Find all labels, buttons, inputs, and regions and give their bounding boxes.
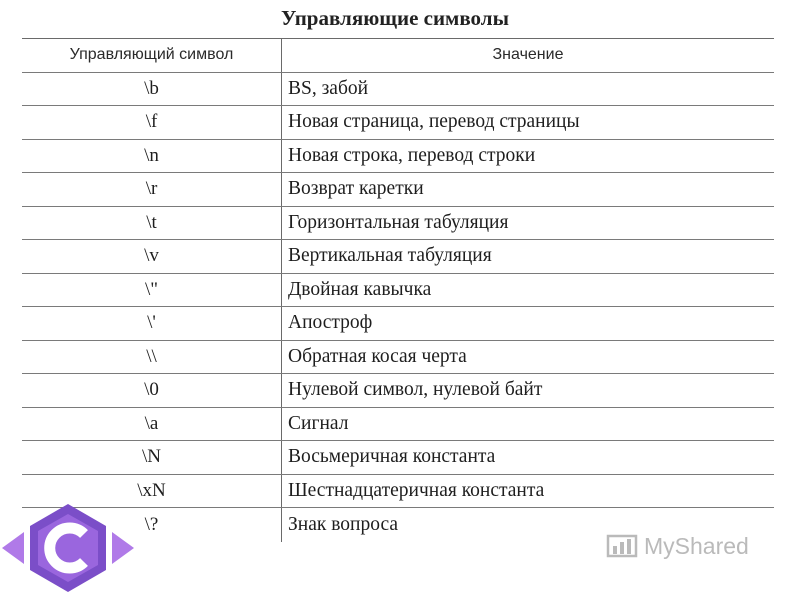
escape-sequence-cell: \f [22,106,282,139]
table-row [22,173,774,207]
escape-sequence-cell: \n [22,140,282,173]
meaning-cell: Вертикальная табуляция [288,245,492,267]
meaning-cell: Сигнал [288,412,349,434]
escape-sequence-table [22,38,774,542]
meaning-cell: Восьмеричная константа [288,446,496,468]
c-language-logo-icon [2,504,134,594]
chart-podium-icon [606,532,638,560]
meaning-cell: Апостроф [288,312,373,334]
meaning-cell: Шестнадцатеричная константа [288,479,545,501]
header-control-symbol: Управляющий символ [22,39,282,72]
escape-sequence-cell: \\ [22,341,282,374]
table-row [22,240,774,274]
table-row [22,140,774,174]
escape-sequence-cell: \r [22,173,282,206]
meaning-cell: Знак вопроса [288,513,399,535]
meaning-cell: Горизонтальная табуляция [288,211,509,233]
escape-sequence-cell: \" [22,274,282,307]
table-row [22,475,774,509]
table-row [22,441,774,475]
table-row [22,341,774,375]
escape-sequence-cell: \0 [22,374,282,407]
meaning-cell: Возврат каретки [288,178,424,200]
right-arrow-shape [112,532,134,564]
meaning-cell: BS, забой [288,77,369,99]
escape-sequence-cell: \t [22,207,282,240]
table-body [22,73,774,542]
left-arrow-shape [2,532,24,564]
myshared-watermark [606,532,749,560]
escape-sequence-cell: \' [22,307,282,340]
escape-sequence-cell: \v [22,240,282,273]
table-row [22,374,774,408]
escape-sequence-cell: \a [22,408,282,441]
watermark-text: MyShared [644,532,749,559]
meaning-cell: Нулевой символ, нулевой байт [288,379,543,401]
escape-sequence-cell: \N [22,441,282,474]
escape-sequence-cell: \? [22,508,282,542]
meaning-cell: Новая страница, перевод страницы [288,111,580,133]
meaning-cell: Двойная кавычка [288,278,432,300]
table-row [22,408,774,442]
table-row [22,207,774,241]
header-meaning: Значение [492,46,564,64]
table-row [22,307,774,341]
meaning-cell: Новая строка, перевод строки [288,144,536,166]
table-row [22,73,774,107]
escape-sequence-cell: \xN [22,475,282,508]
table-row [22,274,774,308]
table-header-row [22,39,774,73]
page-title: Управляющие символы [281,6,509,30]
table-row [22,106,774,140]
meaning-cell: Обратная косая черта [288,345,467,367]
escape-sequence-cell: \b [22,73,282,106]
